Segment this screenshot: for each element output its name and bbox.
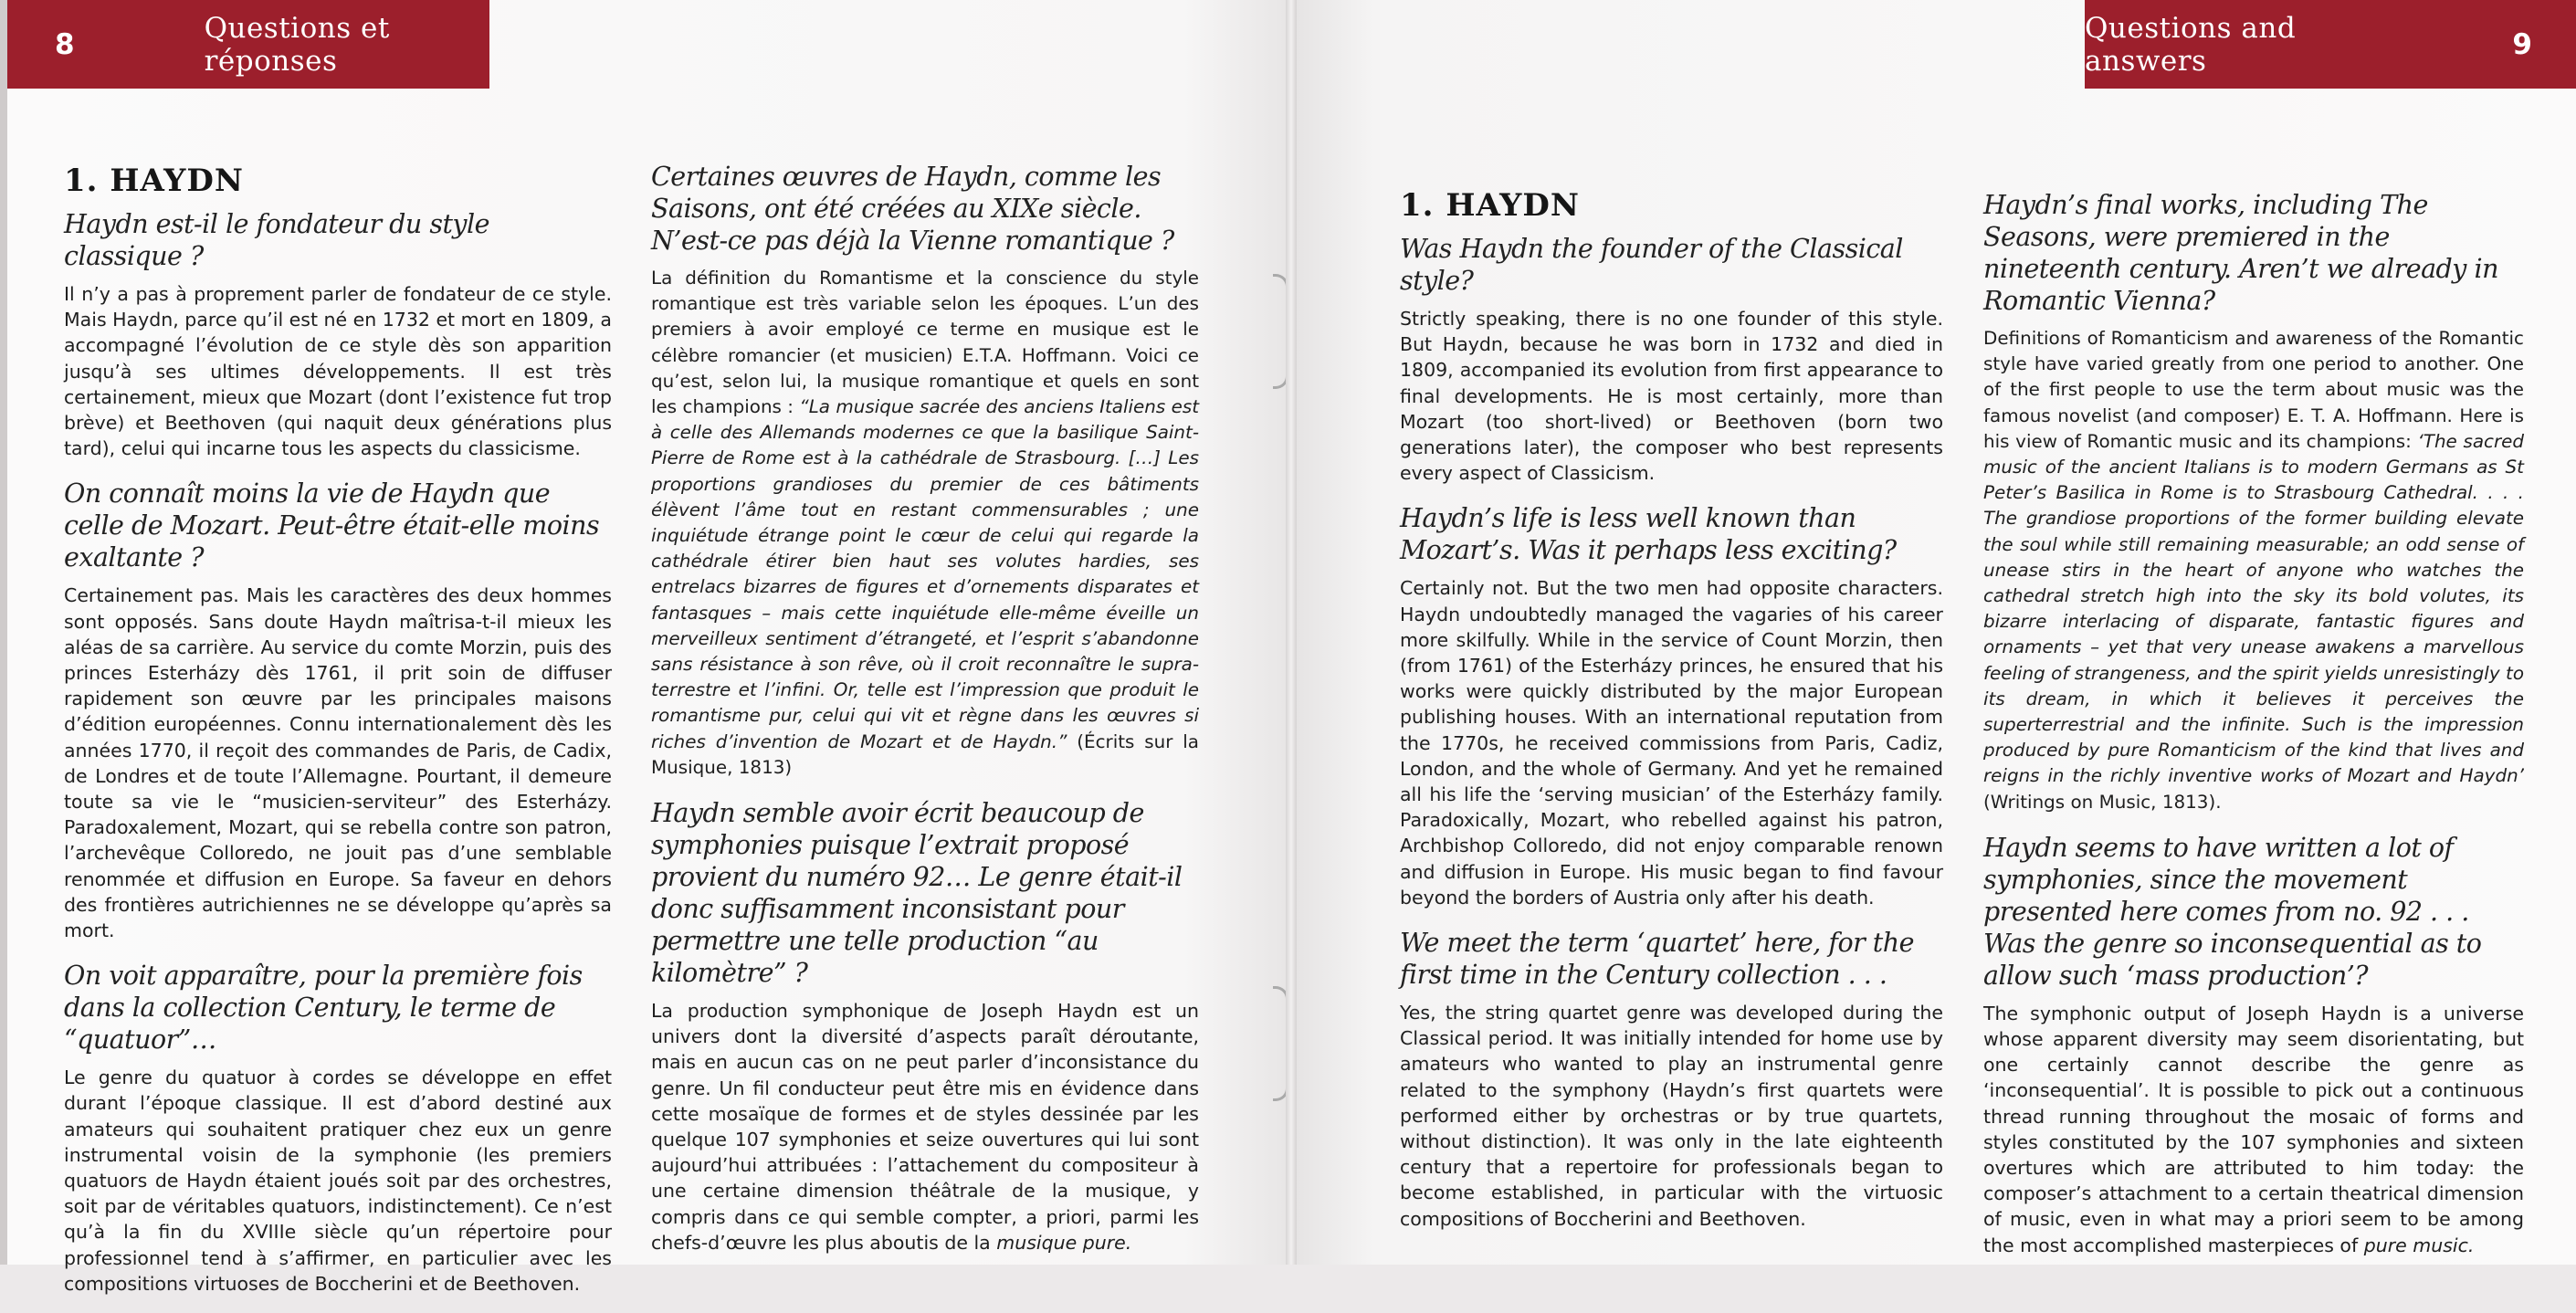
answer-2: Certainement pas. Mais les caractères des deux hommes sont opposés. Sans doute Haydn maîtrisa-t-il mieux les aléas de sa carrière. Au service du comte Morzin, puis des princes Esterházy dès 1761, il prit soin de diffuser rapidement son œuvre par les principales maisons d’édition européennes. Connu internationalement dès les années 1770, il reçoit des commandes de Paris, de Cadix, de Londres et de toute l’Allemagne. Pourtant, il demeure toute sa vie le “musicien-serviteur” des Esterházy. Paradoxalement, Mozart, qui se rebella contre son patron, l’archevêque Colloredo, ne jouit pas d’une semblable renommée et diffusion en Europe. Sa faveur en dehors des frontières autrichiennes ne se développe qu’après sa mort. <box>64 584 612 942</box>
question-3: On voit apparaître, pour la première fois dans la collection Century, le terme de “quatuor”… <box>64 961 583 1056</box>
answer-5 <box>1983 1001 2524 1258</box>
question-3: We meet the term ‘quartet’ here, for the first time in the Century collection . . . <box>1400 928 1914 991</box>
answer-5 <box>651 998 1199 1255</box>
answer-5-text: La production symphonique de Joseph Haydn est un univers dont la diversité d’aspects paraît déroutante, mais en aucun cas on ne peut parler d’inconsistance du genre. Un fil conducteur peut être mis en évidence dans cette mosaïque de formes et de styles dessinée par les quelque 107 symphonies et seize ouvertures qui lui sont aujourd’hui attribuées : l’attachement du compositeur à une certaine dimension théâtrale de la musique, y compris dans ce qui semble compter, a priori, parmi les chefs-d’œuvre les plus aboutis de la <box>651 1000 1199 1254</box>
hoffmann-quote: “La musique sacrée des anciens Italiens est à celle des Allemands modernes ce que la basilique Saint-Pierre de Rome est à la cathédrale de Strasbourg. […] Les proportions grandioses du premier de ces bâtiments élèvent l’âme tout en restant commensurables ; une inquiétude étrange point le cœur de celui qui regarde la cathédrale étirer bien haut ses volutes hardies, ses entrelacs bizarres de figures et d’ornements disparates et fantasques – mais cette inquiétude elle-même éveille un merveilleux sentiment d’étrangeté, et l’esprit s’abandonne sans résistance à son rêve, où il croit reconnaître le supra-terrestre et l’infini. Or, telle est l’impression que produit le romantisme pur, celui qui vit et règne dans les œuvres si riches d’invention de Mozart et de Haydn.” <box>651 396 1199 752</box>
answer-5-emphasis: musique pure. <box>996 1231 1132 1254</box>
right-column-1 <box>1400 187 1943 1248</box>
answer-3: Yes, the string quartet genre was developed during the Classical period. It was initially intended for home use by amateurs who wanted to play an instrumental genre related to the symphony (Haydn’s first quartets were performed either by orchestras or by true quartets, without distinction). It was only in the late eighteenth century that a repertoire for professionals began to become established, in particular with the virtuosic compositions of Boccherini and Beethoven. <box>1400 1002 1943 1230</box>
answer-4-intro: La définition du Romantisme et la conscience du style romantique est très variable selon les époques. L’un des premiers à avoir employé ce terme en musique est le célèbre romancier (et musicien) E.T.A. Hoffmann. Voici ce qu’est, selon lui, la musique romantique et quels en sont les champions : <box>651 268 1199 418</box>
left-header <box>7 0 489 89</box>
page-number: 8 <box>55 27 75 61</box>
left-column-1 <box>64 163 612 1313</box>
answer-2: Certainly not. But the two men had opposite characters. Haydn undoubtedly managed the vagaries of his career more skilfully. While in the service of Count Morzin, then (from 1761) of the Esterházy princes, he ensured that his works were quickly distributed by the major European publishing houses. With an international reputation from the 1770s, he received commissions from Paris, Cadiz, London, and the whole of Germany. And yet he remained all his life the ‘serving musician’ of the Esterházy family. Paradoxically, Mozart, who rebelled against his patron, Archbishop Colloredo, did not enjoy comparable renown and diffusion in Europe. His music began to find favour beyond the borders of Austria only after his death. <box>1400 577 1943 909</box>
header-title: Questions and answers <box>2085 11 2297 78</box>
quote-source: (Écrits sur la Musique, 1813) <box>651 730 1199 778</box>
question-5: Haydn seems to have written a lot of symphonies, since the movement presented here comes from no. 92 . . . Was the genre so inconsequential as to allow such ‘mass production’? <box>1983 832 2482 991</box>
left-page <box>7 0 1286 1295</box>
question-2: Haydn’s life is less well known than Mozart’s. Was it perhaps less exciting? <box>1400 503 1897 566</box>
question-5: Haydn semble avoir écrit beaucoup de symphonies puisque l’extrait proposé provient du numéro 92… Le genre était-il donc suffisamment inconsistant pour permettre une telle production “au kilomètre” ? <box>651 798 1183 989</box>
answer-3: Le genre du quatuor à cordes se développe en effet durant l’époque classique. Il est d’abord destiné aux amateurs qui souhaitent pratiquer chez eux un genre instrumental voisin de la symphonie (les premiers quatuors de Haydn étaient joués soit par des orchestres, soit par de véritables quatuors, indistinctement). Ce n’est qu’à la fin du XVIIIe siècle qu’un répertoire pour professionnel tend à s’affirmer, en particulier avec les compositions virtuoses de Boccherini et de Beethoven. <box>64 1066 612 1295</box>
question-2: On connaît moins la vie de Haydn que celle de Mozart. Peut-être était-elle moins exaltante ? <box>64 478 600 573</box>
question-4: Haydn’s final works, including The Seasons, were premiered in the nineteenth century. Aren’t we already in Romantic Vienna? <box>1983 190 2498 316</box>
answer-4 <box>651 266 1199 781</box>
header-title: Questions et réponses <box>204 11 390 78</box>
answer-4 <box>1983 326 2524 815</box>
right-header <box>2085 0 2576 89</box>
left-column-2 <box>651 161 1199 1272</box>
question-4: Certaines œuvres de Haydn, comme les Saisons, ont été créées au XIXe siècle. N’est-ce pas déjà la Vienne romantique ? <box>651 162 1174 256</box>
section-heading: 1. HAYDN <box>64 163 244 199</box>
page-edge <box>0 0 7 1265</box>
question-1: Haydn est-il le fondateur du style classique ? <box>64 209 489 271</box>
right-page <box>1297 0 2576 1265</box>
hoffmann-quote: ‘The sacred music of the ancient Italians is to modern Germans as St Peter’s Basilica in Rome is to Strasbourg Cathedral. . . . The grandiose proportions of the former building elevate the soul while still remaining measurable; an odd sense of unease stirs in the heart of anyone who watches the cathedral stretch high into the sky its bold volutes, its bizarre interlacing of disparate, fantastic figures and ornaments – yet that very unease awakens a marvellous feeling of strangeness, and the spirit yields unresistingly to its dream, in which it believes it perceives the superterrestrial and the infinite. Such is the impression produced by pure Romanticism of the kind that lives and reigns in the richly inventive works of Mozart and Haydn’ <box>1983 430 2524 787</box>
right-column-2 <box>1983 189 2524 1275</box>
answer-1: Il n’y a pas à proprement parler de fondateur de ce style. Mais Haydn, parce qu’il est né en 1732 et mort en 1809, a accompagné l’évolution de ce style dès son apparition jusqu’à ses ultimes développements. Il est très certainement, mieux que Mozart (dont l’existence fut trop brève) et Beethoven (qui naquit deux générations plus tard), celui qui incarne tous les aspects du classicisme. <box>64 283 612 460</box>
answer-5-emphasis: pure music. <box>2363 1234 2475 1256</box>
book-gutter <box>1286 0 1297 1265</box>
quote-source: (Writings on Music, 1813). <box>1983 791 2222 813</box>
page-number: 9 <box>2512 27 2532 61</box>
answer-5-text: The symphonic output of Joseph Haydn is a universe whose apparent diversity may seem disorientating, but one certainly cannot describe the genre as ‘inconsequential’. It is possible to pick out a continuous thread running throughout the mosaic of forms and styles constituted by the 107 symphonies and sixteen overtures which are attributed to him today: the composer’s attachment to a certain theatrical dimension of music, even in what may a priori seem to be among the most accomplished masterpieces of <box>1983 1002 2524 1256</box>
section-heading: 1. HAYDN <box>1400 187 1580 224</box>
question-1: Was Haydn the founder of the Classical style? <box>1400 234 1903 296</box>
answer-1: Strictly speaking, there is no one founder of this style. But Haydn, because he was born in 1732 and died in 1809, accompanied its evolution from first appearance to final developments. He is most certainly, more than Mozart (too short-lived) or Beethoven (born two generations later), the composer who best represents every aspect of Classicism. <box>1400 308 1943 485</box>
answer-4-intro: Definitions of Romanticism and awareness of the Romantic style have varied greatly from one period to another. One of the first people to use the term about music was the famous novelist (and composer) E. T. A. Hoffmann. Here is his view of Romantic music and its champions: <box>1983 328 2524 452</box>
